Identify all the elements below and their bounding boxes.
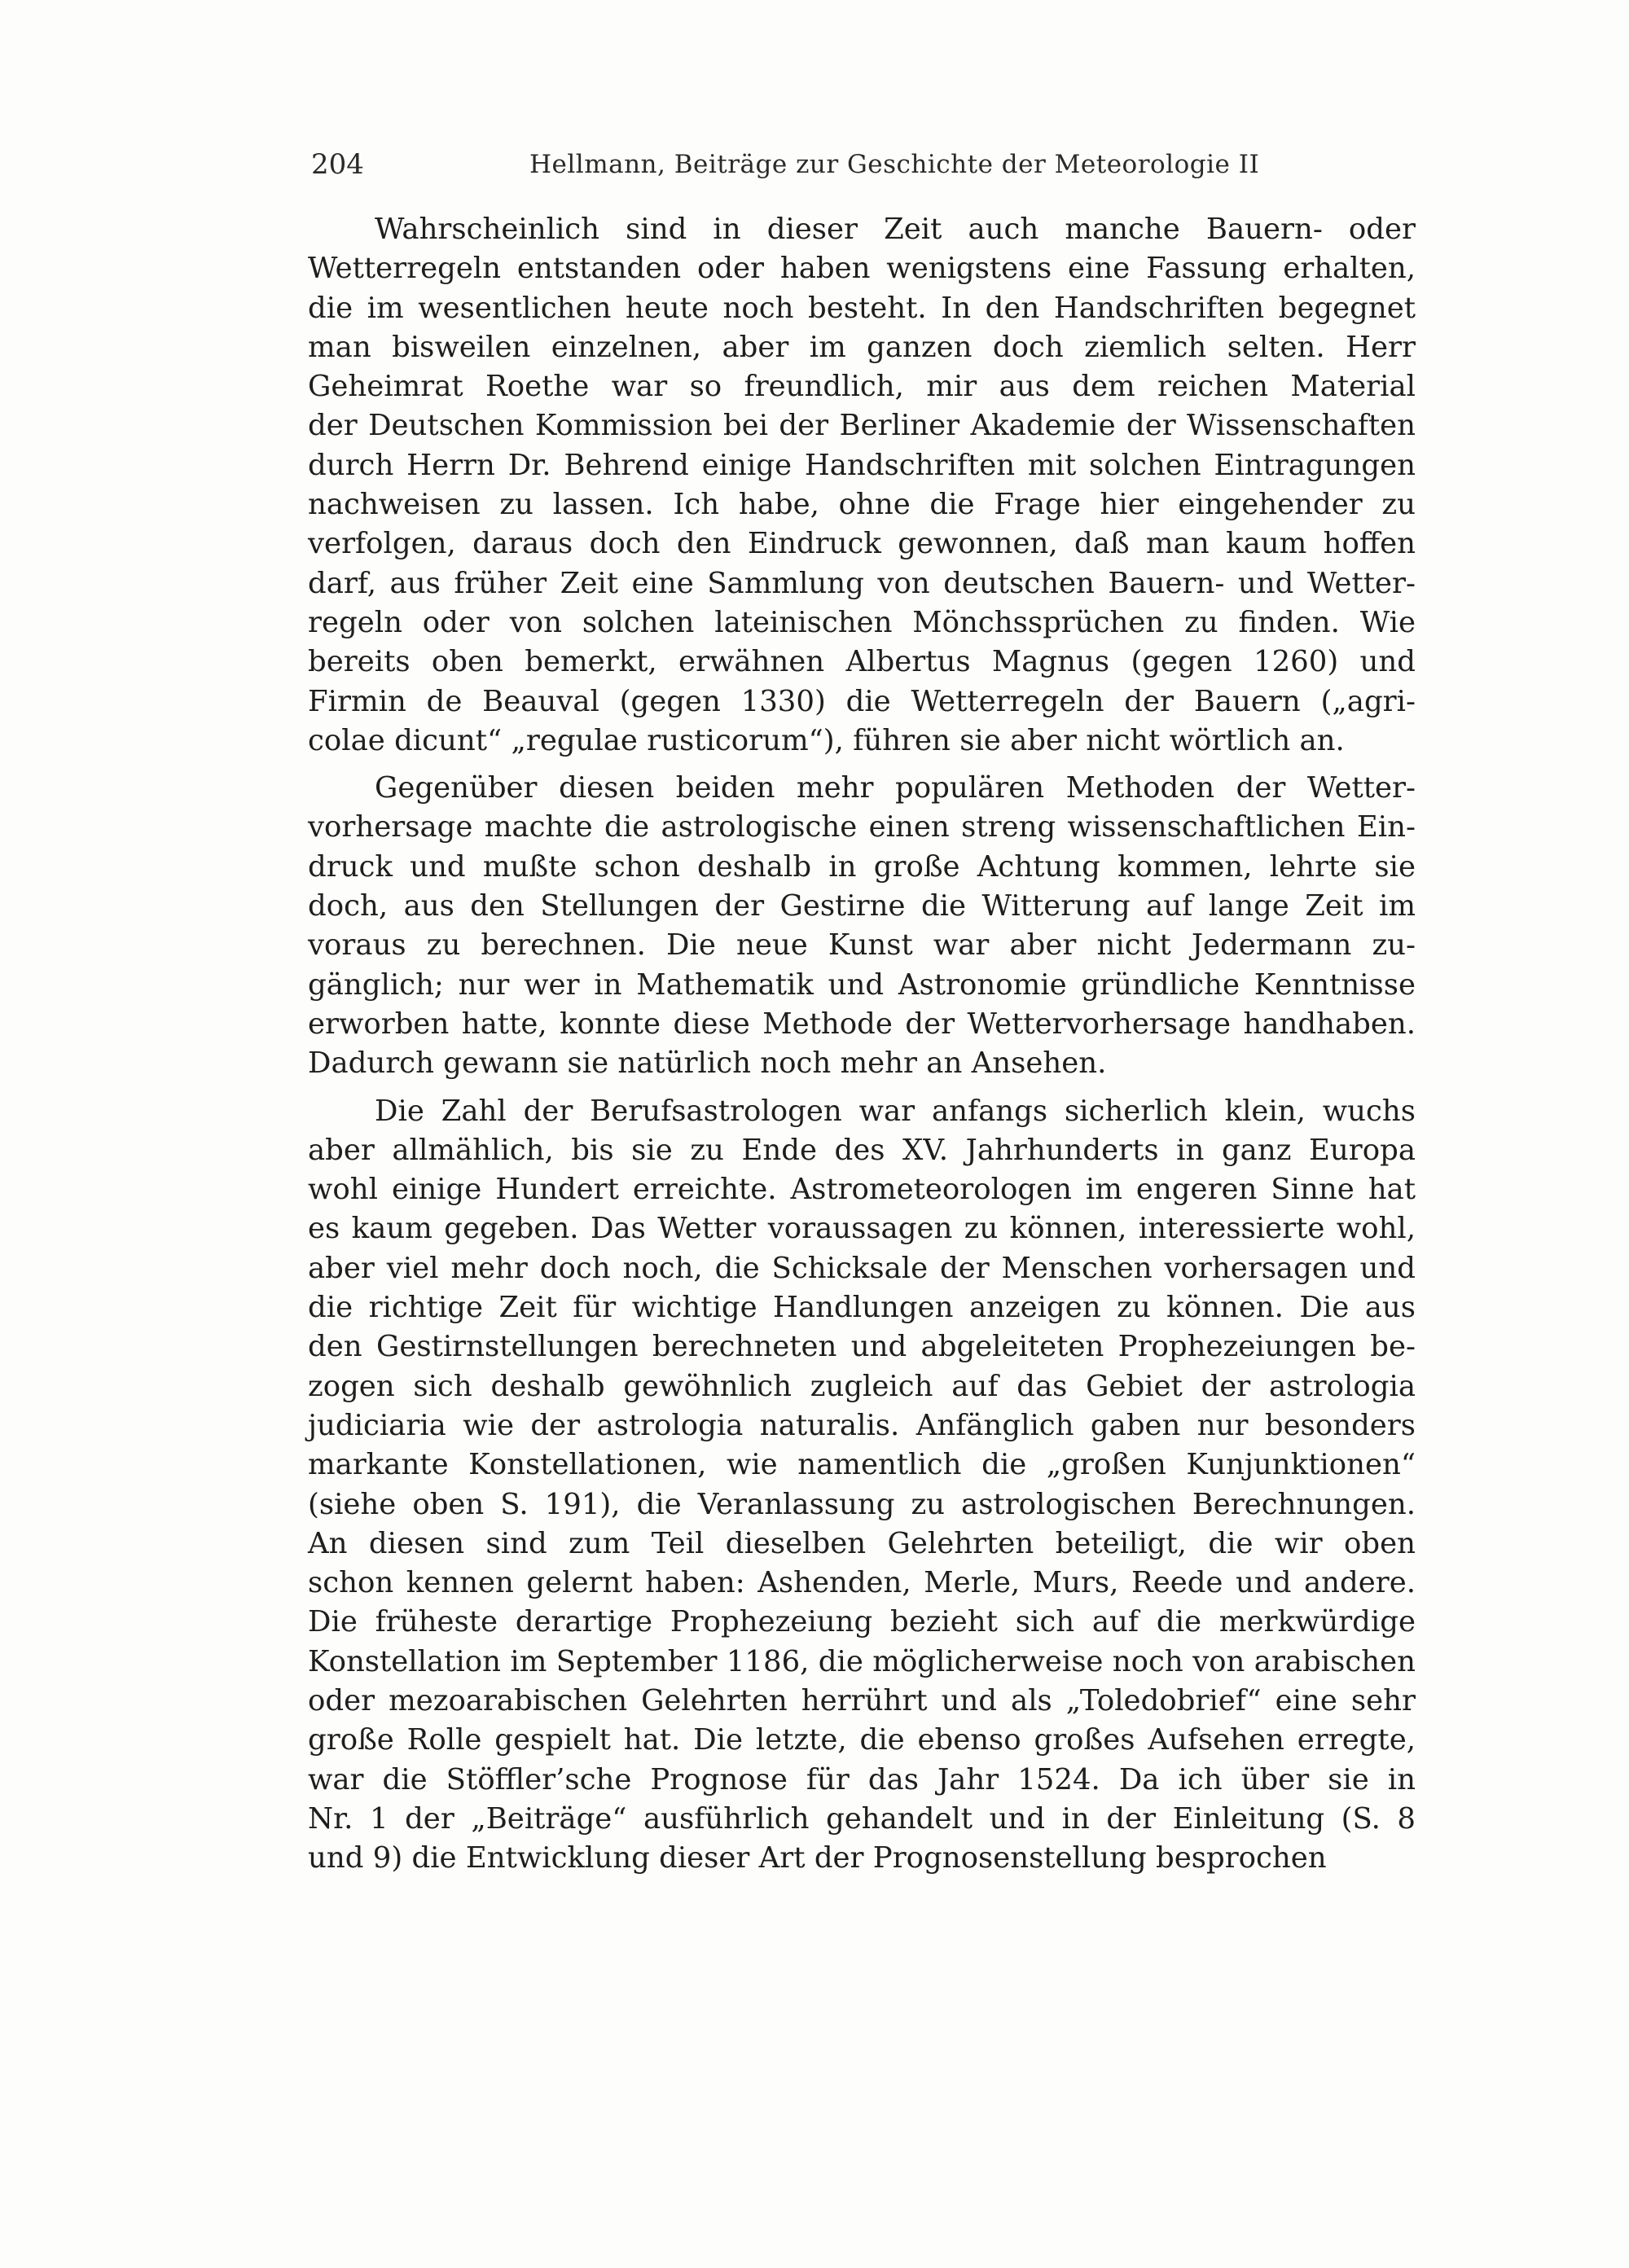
text-line: aber viel mehr doch noch, die Schicksale der Menschen vorhersagen und bbox=[308, 1251, 1416, 1285]
text-line: man bisweilen einzelnen, aber im ganzen doch ziemlich selten. Herr bbox=[308, 330, 1416, 364]
text-line: verfolgen, daraus doch den Eindruck gewonnen, daß man kaum hoffen bbox=[308, 527, 1416, 561]
text-line: colae dicunt“ „regulae rusticorum“), führen sie aber nicht wörtlich an. bbox=[308, 723, 1345, 757]
text-line: An diesen sind zum Teil dieselben Gelehrten beteiligt, die wir oben bbox=[308, 1526, 1416, 1560]
text-line: große Rolle gespielt hat. Die letzte, die ebenso großes Aufsehen erregte, bbox=[308, 1723, 1416, 1757]
paragraph bbox=[308, 210, 1416, 761]
text-line: Die früheste derartige Prophezeiung bezieht sich auf die merkwürdige bbox=[308, 1605, 1416, 1639]
paragraph-gap bbox=[308, 761, 1416, 769]
text-line: erworben hatte, konnte diese Methode der Wettervorhersage handhaben. bbox=[308, 1007, 1416, 1041]
text-line: regeln oder von solchen lateinischen Mönchssprüchen zu finden. Wie bbox=[308, 605, 1416, 639]
text-line: judiciaria wie der astrologia naturalis. Anfänglich gaben nur besonders bbox=[308, 1408, 1416, 1442]
text-line: Firmin de Beauval (gegen 1330) die Wetterregeln der Bauern („agri- bbox=[308, 684, 1416, 718]
paragraph bbox=[308, 1092, 1416, 1879]
text-line: markante Konstellationen, wie namentlich die „großen Kunjunktionen“ bbox=[308, 1448, 1416, 1482]
text-line: voraus zu berechnen. Die neue Kunst war aber nicht Jedermann zu- bbox=[308, 928, 1416, 963]
text-line: gänglich; nur wer in Mathematik und Astronomie gründliche Kenntnisse bbox=[308, 967, 1416, 1002]
text-line: bereits oben bemerkt, erwähnen Albertus Magnus (gegen 1260) und bbox=[308, 645, 1416, 679]
text-line: Konstellation im September 1186, die möglicherweise noch von arabischen bbox=[308, 1644, 1416, 1678]
text-line: Nr. 1 der „Beiträge“ ausführlich gehandelt und in der Einleitung (S. 8 bbox=[308, 1801, 1416, 1836]
page-number: 204 bbox=[311, 148, 364, 181]
text-line: darf, aus früher Zeit eine Sammlung von deutschen Bauern- und Wetter- bbox=[308, 566, 1416, 600]
text-line: Die Zahl der Berufsastrologen war anfangs sicherlich klein, wuchs bbox=[375, 1094, 1416, 1128]
text-line: nachweisen zu lassen. Ich habe, ohne die Frage hier eingehender zu bbox=[308, 488, 1416, 522]
text-line: durch Herrn Dr. Behrend einige Handschriften mit solchen Eintragungen bbox=[308, 448, 1416, 482]
text-line: schon kennen gelernt haben: Ashenden, Merle, Murs, Reede und andere. bbox=[308, 1566, 1416, 1600]
text-line: oder mezoarabischen Gelehrten herrührt und als „Toledobrief“ eine sehr bbox=[308, 1683, 1416, 1717]
page-header bbox=[311, 143, 1260, 192]
text-line: Geheimrat Roethe war so freundlich, mir aus dem reichen Material bbox=[308, 370, 1416, 404]
running-title: Hellmann, Beiträge zur Geschichte der Meteorologie II bbox=[529, 150, 1260, 179]
text-line: druck und mußte schon deshalb in große Achtung kommen, lehrte sie bbox=[308, 849, 1416, 884]
body-text bbox=[308, 210, 1416, 1878]
text-line: Wetterregeln entstanden oder haben wenigstens eine Fassung erhalten, bbox=[308, 252, 1416, 286]
text-line: Gegenüber diesen beiden mehr populären Methoden der Wetter- bbox=[375, 771, 1416, 805]
paragraph-gap bbox=[308, 1084, 1416, 1092]
text-line: Dadurch gewann sie natürlich noch mehr an Ansehen. bbox=[308, 1046, 1107, 1081]
text-line: die im wesentlichen heute noch besteht. In den Handschriften begegnet bbox=[308, 291, 1416, 325]
text-line: Wahrscheinlich sind in dieser Zeit auch manche Bauern- oder bbox=[375, 213, 1416, 246]
text-line: doch, aus den Stellungen der Gestirne die Witterung auf lange Zeit im bbox=[308, 889, 1416, 923]
text-line: die richtige Zeit für wichtige Handlungen anzeigen zu können. Die aus bbox=[308, 1291, 1416, 1325]
text-line: vorhersage machte die astrologische einen streng wissenschaftlichen Ein- bbox=[308, 810, 1416, 844]
text-line: aber allmählich, bis sie zu Ende des XV. Jahrhunderts in ganz Europa bbox=[308, 1133, 1416, 1167]
text-line: den Gestirnstellungen berechneten und abgeleiteten Prophezeiungen be- bbox=[308, 1330, 1416, 1364]
text-line: war die Stöffler’sche Prognose für das Jahr 1524. Da ich über sie in bbox=[308, 1762, 1416, 1796]
text-line: es kaum gegeben. Das Wetter voraussagen zu können, interessierte wohl, bbox=[308, 1212, 1416, 1246]
text-line: und 9) die Entwicklung dieser Art der Prognosenstellung besprochen bbox=[308, 1841, 1327, 1875]
text-line: wohl einige Hundert erreichte. Astrometeorologen im engeren Sinne hat bbox=[308, 1173, 1416, 1207]
text-line: der Deutschen Kommission bei der Berliner Akademie der Wissenschaften bbox=[308, 409, 1416, 443]
paragraph bbox=[308, 769, 1416, 1083]
text-line: zogen sich deshalb gewöhnlich zugleich auf das Gebiet der astrologia bbox=[308, 1369, 1416, 1403]
text-line: (siehe oben S. 191), die Veranlassung zu astrologischen Berechnungen. bbox=[308, 1487, 1416, 1521]
